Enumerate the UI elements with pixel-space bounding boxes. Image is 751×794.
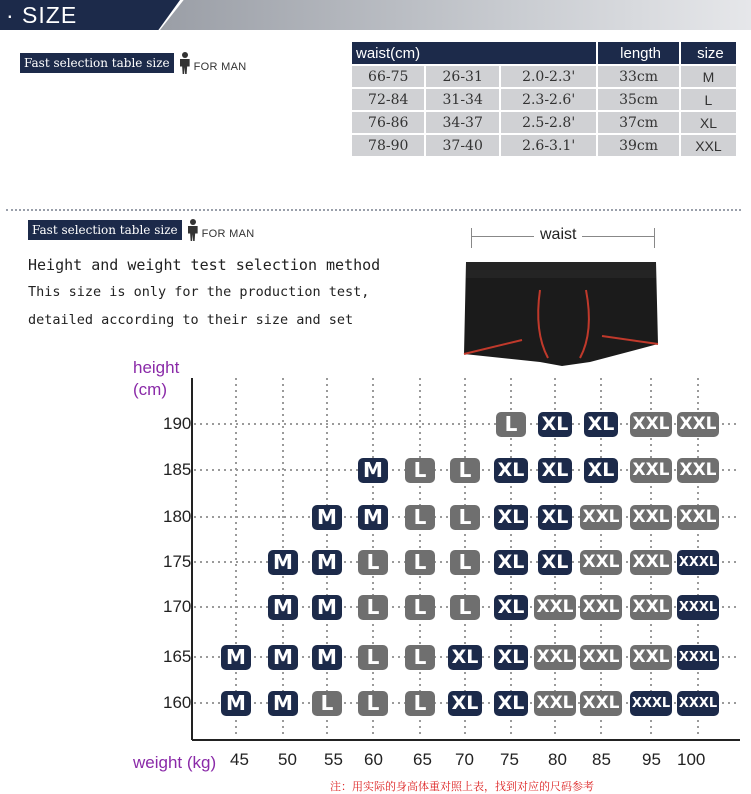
size-badge: M	[268, 550, 298, 575]
size-badge: L	[405, 691, 435, 716]
waist-label: waist	[534, 226, 582, 244]
size-table-cell: 2.5-2.8'	[501, 112, 596, 133]
size-badge: XL	[494, 645, 528, 670]
size-badge: XXXL	[677, 550, 719, 575]
x-tick-label: 65	[413, 750, 432, 769]
size-table-cell: L	[681, 89, 736, 110]
size-table-cell: 26-31	[426, 66, 498, 87]
size-table-cell: 2.0-2.3'	[501, 66, 596, 87]
size-badge: XL	[494, 595, 528, 620]
size-badge: XL	[494, 458, 528, 483]
size-badge: XXL	[580, 595, 622, 620]
header-waist: waist(cm)	[352, 42, 596, 64]
size-badge: M	[268, 645, 298, 670]
size-badge: L	[405, 550, 435, 575]
size-badge: XL	[538, 412, 572, 437]
y-tick-label: 190	[163, 414, 192, 433]
for-man-text: FOR MAN	[193, 61, 247, 73]
size-table-cell: 31-34	[426, 89, 498, 110]
size-badge: M	[312, 505, 342, 530]
size-badge: XXL	[580, 645, 622, 670]
size-badge: L	[312, 691, 342, 716]
x-tick-label: 60	[364, 750, 383, 769]
size-badge: XXXL	[677, 691, 719, 716]
size-table-cell: XXL	[681, 135, 736, 156]
size-badge: M	[221, 645, 251, 670]
y-tick-label: 160	[163, 693, 192, 712]
size-badge: L	[358, 550, 388, 575]
method-line-2: detailed according to their size and set	[28, 312, 354, 328]
y-tick-label: 165	[163, 647, 192, 666]
size-badge: XXL	[534, 645, 576, 670]
size-badge: L	[450, 505, 480, 530]
size-badge: XXL	[534, 595, 576, 620]
size-badge: XXL	[677, 505, 719, 530]
size-table-cell: 33cm	[598, 66, 679, 87]
size-badge: XXL	[677, 412, 719, 437]
size-badge: L	[450, 595, 480, 620]
size-table-cell: 72-84	[352, 89, 424, 110]
size-badge: XL	[448, 645, 482, 670]
size-badge: XL	[538, 505, 572, 530]
size-table-cell: XL	[681, 112, 736, 133]
size-badge: M	[358, 505, 388, 530]
page-title: · SIZE	[6, 2, 78, 28]
size-badge: L	[358, 645, 388, 670]
size-table-cell: 66-75	[352, 66, 424, 87]
fast-selection-text: Fast selection table size	[28, 220, 182, 240]
size-badge: M	[221, 691, 251, 716]
size-badge: L	[450, 550, 480, 575]
size-table-cell: 2.6-3.1'	[501, 135, 596, 156]
x-tick-label: 45	[230, 750, 249, 769]
size-table-cell: 35cm	[598, 89, 679, 110]
y-axis-label-line2: (cm)	[133, 380, 167, 399]
size-badge: L	[405, 645, 435, 670]
size-badge: XXL	[630, 595, 672, 620]
footnote: 注：用实际的身高体重对照上表，找到对应的尺码参考	[330, 781, 594, 793]
size-badge: XXL	[580, 505, 622, 530]
size-badge: XL	[494, 505, 528, 530]
size-badge: XXXL	[630, 691, 672, 716]
size-table-cell: 34-37	[426, 112, 498, 133]
size-badge: L	[358, 595, 388, 620]
size-badge: XL	[538, 458, 572, 483]
size-badge: L	[405, 505, 435, 530]
size-badge: M	[268, 595, 298, 620]
size-badge: XXL	[630, 412, 672, 437]
size-table-cell: M	[681, 66, 736, 87]
size-badge: M	[312, 550, 342, 575]
size-badge: XXL	[630, 458, 672, 483]
x-tick-label: 95	[642, 750, 661, 769]
x-tick-label: 55	[324, 750, 343, 769]
size-badge: XL	[584, 412, 618, 437]
header-length: length	[598, 42, 679, 64]
y-tick-label: 170	[163, 597, 192, 616]
size-badge: M	[358, 458, 388, 483]
y-tick-label: 185	[163, 460, 192, 479]
size-badge: XXL	[580, 550, 622, 575]
size-badge: XXL	[630, 505, 672, 530]
size-badge: XL	[494, 691, 528, 716]
size-badge: M	[312, 595, 342, 620]
method-line-1: This size is only for the production test,	[28, 284, 370, 300]
size-badge: L	[450, 458, 480, 483]
fast-selection-text: Fast selection table size	[20, 53, 174, 73]
x-tick-label: 100	[677, 750, 706, 769]
size-badge: XXL	[677, 458, 719, 483]
x-tick-label: 80	[548, 750, 567, 769]
x-tick-label: 70	[455, 750, 474, 769]
size-badge: M	[268, 691, 298, 716]
method-title: Height and weight test selection method	[28, 256, 381, 274]
y-tick-label: 175	[163, 552, 192, 571]
size-table-cell: 39cm	[598, 135, 679, 156]
size-badge: XXL	[534, 691, 576, 716]
size-badge: XXXL	[677, 595, 719, 620]
size-badge: M	[312, 645, 342, 670]
x-tick-label: 50	[278, 750, 297, 769]
for-man-text: FOR MAN	[201, 228, 255, 240]
size-badge: XL	[584, 458, 618, 483]
size-table-cell: 37cm	[598, 112, 679, 133]
x-tick-label: 75	[500, 750, 519, 769]
size-table-cell: 76-86	[352, 112, 424, 133]
y-axis-label-line1: height	[133, 358, 180, 377]
size-badge: XXL	[630, 645, 672, 670]
size-badge: L	[405, 458, 435, 483]
size-badge: XL	[494, 550, 528, 575]
size-badge: XXL	[630, 550, 672, 575]
size-table-cell: 37-40	[426, 135, 498, 156]
header-size: size	[681, 42, 736, 64]
size-badge: L	[405, 595, 435, 620]
y-tick-label: 180	[163, 507, 192, 526]
size-badge: XXL	[580, 691, 622, 716]
size-badge: XXXL	[677, 645, 719, 670]
size-badge: L	[358, 691, 388, 716]
x-axis-label: weight (kg)	[133, 753, 217, 772]
size-table-cell: 2.3-2.6'	[501, 89, 596, 110]
size-table-cell: 78-90	[352, 135, 424, 156]
size-badge: L	[496, 412, 526, 437]
size-badge: XL	[448, 691, 482, 716]
size-badge: XL	[538, 550, 572, 575]
x-tick-label: 85	[592, 750, 611, 769]
